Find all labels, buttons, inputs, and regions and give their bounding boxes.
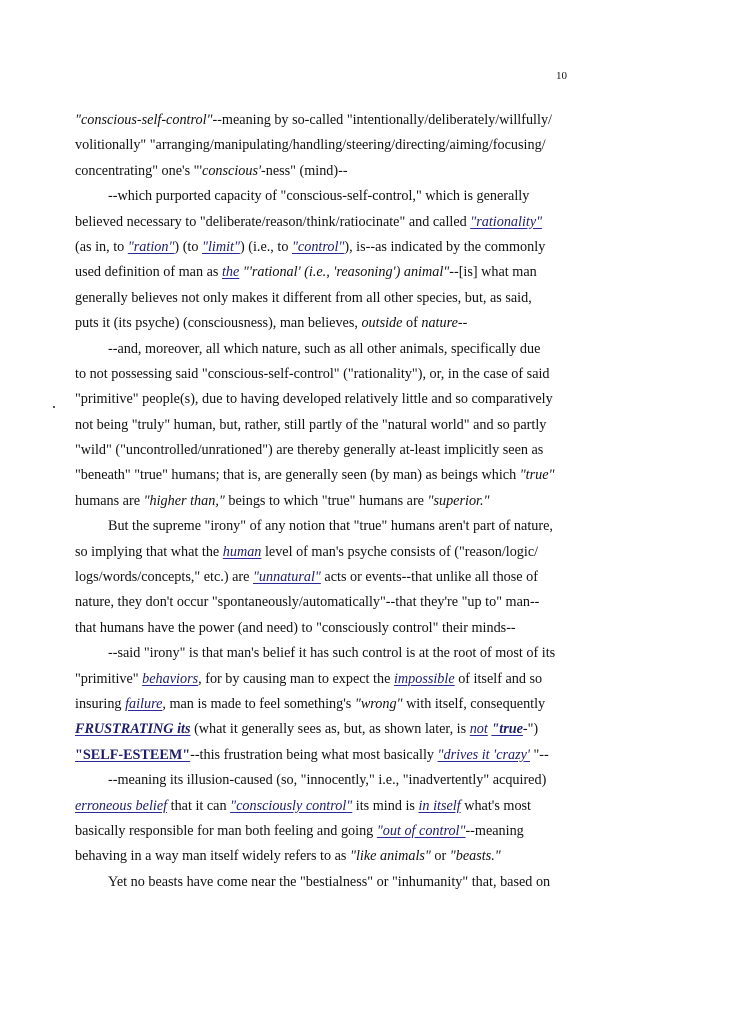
text-run: behaving in a way man itself widely refers to as bbox=[75, 848, 350, 865]
emphasized-text: "out of control" bbox=[376, 822, 466, 839]
text-run: "-- bbox=[529, 746, 549, 763]
text-run: acts or events--that unlike all those of bbox=[320, 569, 538, 586]
text-run: "higher than," bbox=[143, 492, 225, 509]
text-run: to not possessing said "conscious-self-control" ("rationality"), or, in the case of said bbox=[75, 365, 550, 382]
text-run: --and, moreover, all which nature, such as all other animals, specifically due bbox=[108, 340, 541, 357]
text-run: "wild" ("uncontrolled/unrationed") are thereby generally at-least implicitly seen as bbox=[75, 442, 544, 459]
text-run: basically responsible for man both feeling and going bbox=[75, 822, 377, 839]
text-line bbox=[75, 540, 575, 565]
text-run: or bbox=[430, 848, 450, 865]
text-line bbox=[75, 362, 575, 387]
text-run: "like animals" bbox=[350, 848, 431, 865]
text-line bbox=[75, 463, 575, 488]
text-run: "superior." bbox=[427, 492, 490, 509]
text-run: -- bbox=[457, 315, 468, 332]
text-line bbox=[75, 311, 575, 336]
text-run: --which purported capacity of "conscious-self-control," which is generally bbox=[108, 188, 530, 205]
text-line bbox=[75, 108, 575, 133]
text-line bbox=[75, 514, 575, 539]
text-line bbox=[75, 870, 575, 895]
text-line bbox=[75, 210, 575, 235]
emphasized-text: "true bbox=[491, 721, 523, 738]
emphasized-text: "ration" bbox=[127, 238, 175, 255]
emphasized-text: human bbox=[222, 543, 262, 560]
text-line bbox=[75, 565, 575, 590]
text-line bbox=[75, 438, 575, 463]
text-run: "wrong" bbox=[354, 695, 403, 712]
text-run: used definition of man as bbox=[75, 264, 222, 281]
text-run: -ness" (mind)-- bbox=[261, 162, 348, 179]
text-run: nature bbox=[421, 315, 458, 332]
text-run: , man is made to feel something's bbox=[162, 695, 355, 712]
text-run: "'rational' (i.e., 'reasoning') animal" bbox=[239, 264, 450, 281]
text-line bbox=[75, 641, 575, 666]
text-run: beings to which "true" humans are bbox=[224, 492, 428, 509]
text-run: --this frustration being what most basically bbox=[190, 746, 438, 763]
text-run: "primitive" people(s), due to having developed relatively little and so comparatively bbox=[75, 391, 553, 408]
text-run: --said "irony" is that man's belief it has such control is at the root of most of its bbox=[108, 645, 556, 662]
text-run: ) (to bbox=[174, 238, 203, 255]
text-line bbox=[75, 286, 575, 311]
text-run: volitionally" "arranging/manipulating/handling/steering/directing/aiming/focusing/ bbox=[75, 137, 546, 154]
text-run: of itself and so bbox=[454, 670, 543, 687]
text-run: outside bbox=[361, 315, 403, 332]
text-run: insuring bbox=[75, 695, 126, 712]
text-run: -") bbox=[522, 721, 539, 738]
text-line bbox=[75, 768, 575, 793]
text-line bbox=[75, 667, 575, 692]
text-run: "conscious-self-control" bbox=[75, 112, 213, 128]
text-run: (as in, to bbox=[75, 238, 128, 255]
emphasized-text: "SELF-ESTEEM" bbox=[75, 746, 191, 763]
text-run: level of man's psyche consists of ("reason/logic/ bbox=[261, 543, 539, 560]
page-number: 10 bbox=[556, 70, 567, 82]
text-run: But the supreme "irony" of any notion that "true" humans aren't part of nature, bbox=[108, 518, 553, 535]
emphasized-text: FRUSTRATING its bbox=[75, 721, 191, 738]
scan-speck bbox=[53, 406, 55, 408]
emphasized-text: erroneous belief bbox=[75, 797, 168, 814]
text-line bbox=[75, 590, 575, 615]
text-line bbox=[75, 692, 575, 717]
text-run: --meaning its illusion-caused (so, "innocently," i.e., "inadvertently" acquired) bbox=[108, 772, 547, 789]
emphasized-text: "drives it 'crazy' bbox=[437, 746, 530, 763]
text-run: not being "truly" human, but, rather, still partly of the "natural world" and so partly bbox=[75, 416, 547, 433]
text-run: its mind is bbox=[352, 797, 419, 814]
text-run: (what it generally sees as, but, as shown later, is bbox=[190, 721, 470, 738]
emphasized-text: in itself bbox=[418, 797, 461, 814]
text-line bbox=[75, 387, 575, 412]
text-run: humans are bbox=[75, 492, 144, 509]
text-run: "beneath" "true" humans; that is, are generally seen (by man) as beings which bbox=[75, 467, 520, 484]
text-line bbox=[75, 159, 575, 184]
text-line bbox=[75, 235, 575, 260]
text-run: "primitive" bbox=[75, 670, 143, 687]
text-run: that it can bbox=[167, 797, 231, 814]
text-run: conscious' bbox=[202, 162, 262, 179]
text-line bbox=[75, 819, 575, 844]
text-line bbox=[75, 260, 575, 285]
text-run: --meaning by so-called "intentionally/deliberately/willfully/ bbox=[212, 112, 552, 128]
text-line bbox=[75, 413, 575, 438]
text-line bbox=[75, 717, 575, 742]
text-run: with itself, consequently bbox=[402, 695, 546, 712]
text-run: "true" bbox=[519, 467, 555, 484]
text-line bbox=[75, 844, 575, 869]
emphasized-text: not bbox=[469, 721, 488, 738]
text-run: "beasts." bbox=[449, 848, 501, 865]
text-run: what's most bbox=[460, 797, 531, 814]
text-run: puts it (its psyche) (consciousness), man believes, bbox=[75, 315, 362, 332]
text-line bbox=[75, 337, 575, 362]
text-run: believed necessary to "deliberate/reason/think/ratiocinate" and called bbox=[75, 213, 471, 230]
text-line bbox=[75, 133, 575, 158]
emphasized-text: "limit" bbox=[202, 238, 240, 255]
emphasized-text: impossible bbox=[393, 670, 455, 687]
text-run: ), is--as indicated by the commonly bbox=[344, 238, 546, 255]
emphasized-text: "rationality" bbox=[470, 213, 543, 230]
text-line bbox=[75, 794, 575, 819]
text-run: nature, they don't occur "spontaneously/automatically"--that they're "up to" man-- bbox=[75, 594, 540, 611]
emphasized-text: the bbox=[221, 264, 240, 281]
text-run: that humans have the power (and need) to "consciously control" their minds-- bbox=[75, 619, 516, 636]
document-body bbox=[75, 108, 575, 895]
text-line bbox=[75, 616, 575, 641]
text-run: , for by causing man to expect the bbox=[198, 670, 394, 687]
text-line bbox=[75, 743, 575, 768]
text-line bbox=[75, 489, 575, 514]
text-run: Yet no beasts have come near the "bestialness" or "inhumanity" that, based on bbox=[108, 873, 551, 890]
text-run: --meaning bbox=[465, 822, 524, 839]
emphasized-text: behaviors bbox=[142, 670, 199, 687]
text-run: so implying that what the bbox=[75, 543, 223, 560]
text-run: --[is] what man bbox=[449, 264, 537, 281]
text-line bbox=[75, 184, 575, 209]
text-run: ) (i.e., to bbox=[239, 238, 292, 255]
emphasized-text: "control" bbox=[291, 238, 345, 255]
text-run: logs/words/concepts," etc.) are bbox=[75, 569, 253, 586]
emphasized-text: "consciously control" bbox=[230, 797, 353, 814]
text-run: concentrating" one's "' bbox=[75, 162, 203, 179]
emphasized-text: failure bbox=[125, 695, 163, 712]
text-run: of bbox=[402, 315, 422, 332]
emphasized-text: "unnatural" bbox=[252, 569, 321, 586]
text-run: generally believes not only makes it different from all other species, but, as said, bbox=[75, 289, 532, 306]
